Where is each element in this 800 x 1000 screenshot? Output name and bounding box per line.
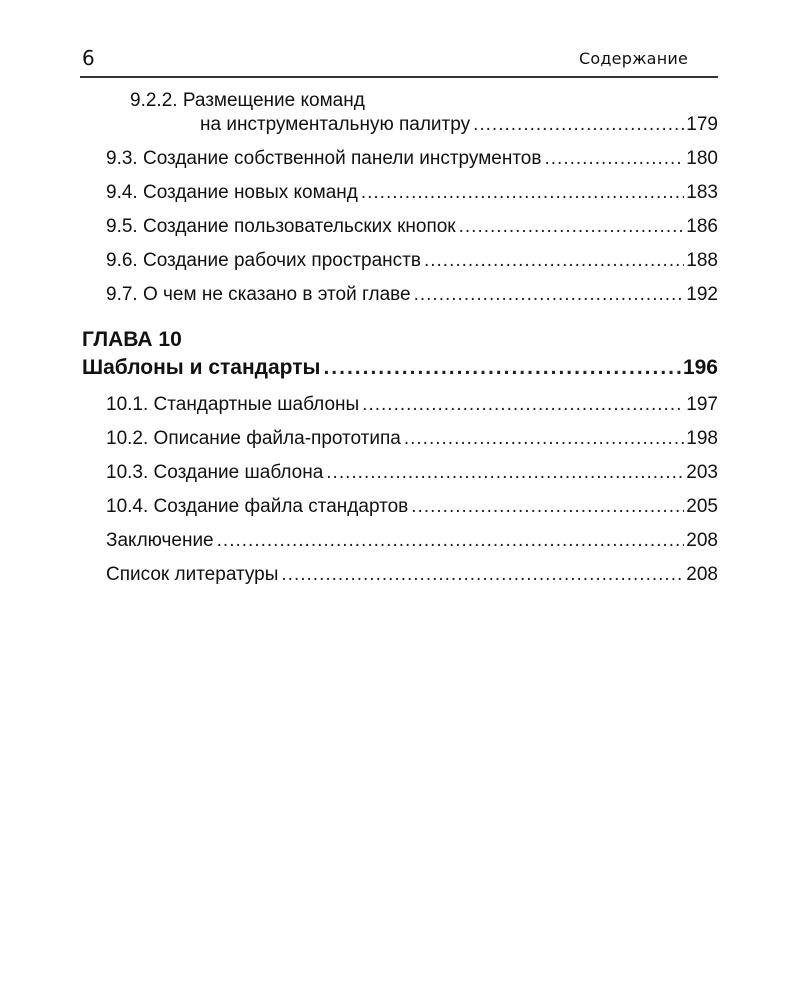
chapter-page: 196 (682, 356, 718, 379)
toc-entry-10-1[interactable] (106, 394, 718, 420)
toc-entry-label: Заключение (106, 530, 214, 551)
toc-entry-label: 10.3. Создание шаблона (106, 462, 324, 483)
dot-leader (404, 428, 684, 450)
toc-entry-page: 180 (686, 148, 718, 169)
dot-leader (281, 564, 684, 586)
dot-leader (326, 462, 684, 484)
toc-entry-page: 205 (686, 496, 718, 517)
toc-entry-label: 10.1. Стандартные шаблоны (106, 394, 360, 415)
page-number: 6 (82, 46, 95, 70)
toc-entry-page: 186 (686, 216, 718, 237)
toc-entry-page: 203 (686, 462, 718, 483)
dot-leader (411, 496, 684, 518)
chapter-title: Шаблоны и стандарты (82, 356, 321, 379)
toc-entry-10-3[interactable] (106, 462, 718, 488)
toc-entry-page: 208 (686, 564, 718, 585)
toc-entry-conclusion[interactable] (106, 530, 718, 556)
running-head: Содержание (579, 49, 688, 68)
dot-leader (424, 250, 684, 272)
toc-entry-page: 179 (686, 114, 718, 135)
toc-entry-10-4[interactable] (106, 496, 718, 522)
toc-entry-9-2-2[interactable] (200, 114, 718, 140)
toc-entry-references[interactable] (106, 564, 718, 590)
toc-entry-page: 197 (686, 394, 718, 415)
toc-entry-9-7[interactable] (106, 284, 718, 310)
toc-entry-label: Список литературы (106, 564, 279, 585)
toc-entry-label: 10.4. Создание файла стандартов (106, 496, 409, 517)
toc-entry-label: 9.5. Создание пользовательских кнопок (106, 216, 456, 237)
toc-entry-label: 9.7. О чем не сказано в этой главе (106, 284, 411, 305)
toc-entry-label: 9.3. Создание собственной панели инструментов (106, 148, 542, 169)
toc-entry-9-2-2-line1: 9.2.2. Размещение команд (130, 90, 365, 111)
dot-leader (323, 356, 681, 380)
dot-leader (361, 182, 684, 204)
dot-leader (414, 284, 685, 306)
toc-entry-10-2[interactable] (106, 428, 718, 454)
toc-entry-9-4[interactable] (106, 182, 718, 208)
dot-leader (217, 530, 685, 552)
chapter-heading: ГЛАВА 10 (82, 328, 182, 351)
toc-entry-9-3[interactable] (106, 148, 718, 174)
toc-entry-label: 10.2. Описание файла-прототипа (106, 428, 401, 449)
dot-leader (544, 148, 684, 170)
toc-entry-9-5[interactable] (106, 216, 718, 242)
dot-leader (362, 394, 684, 416)
dot-leader (459, 216, 685, 238)
toc-entry-page: 188 (686, 250, 718, 271)
toc-entry-label: 9.6. Создание рабочих пространств (106, 250, 421, 271)
toc-chapter-10[interactable] (82, 356, 718, 386)
toc-entry-page: 208 (686, 530, 718, 551)
dot-leader (473, 114, 684, 136)
toc-entry-9-6[interactable] (106, 250, 718, 276)
toc-entry-label: на инструментальную палитру (200, 114, 471, 135)
toc-entry-page: 192 (686, 284, 718, 305)
toc-entry-page: 183 (686, 182, 718, 203)
page-header (80, 40, 718, 78)
toc-entry-page: 198 (686, 428, 718, 449)
toc-entry-label: 9.4. Создание новых команд (106, 182, 358, 203)
